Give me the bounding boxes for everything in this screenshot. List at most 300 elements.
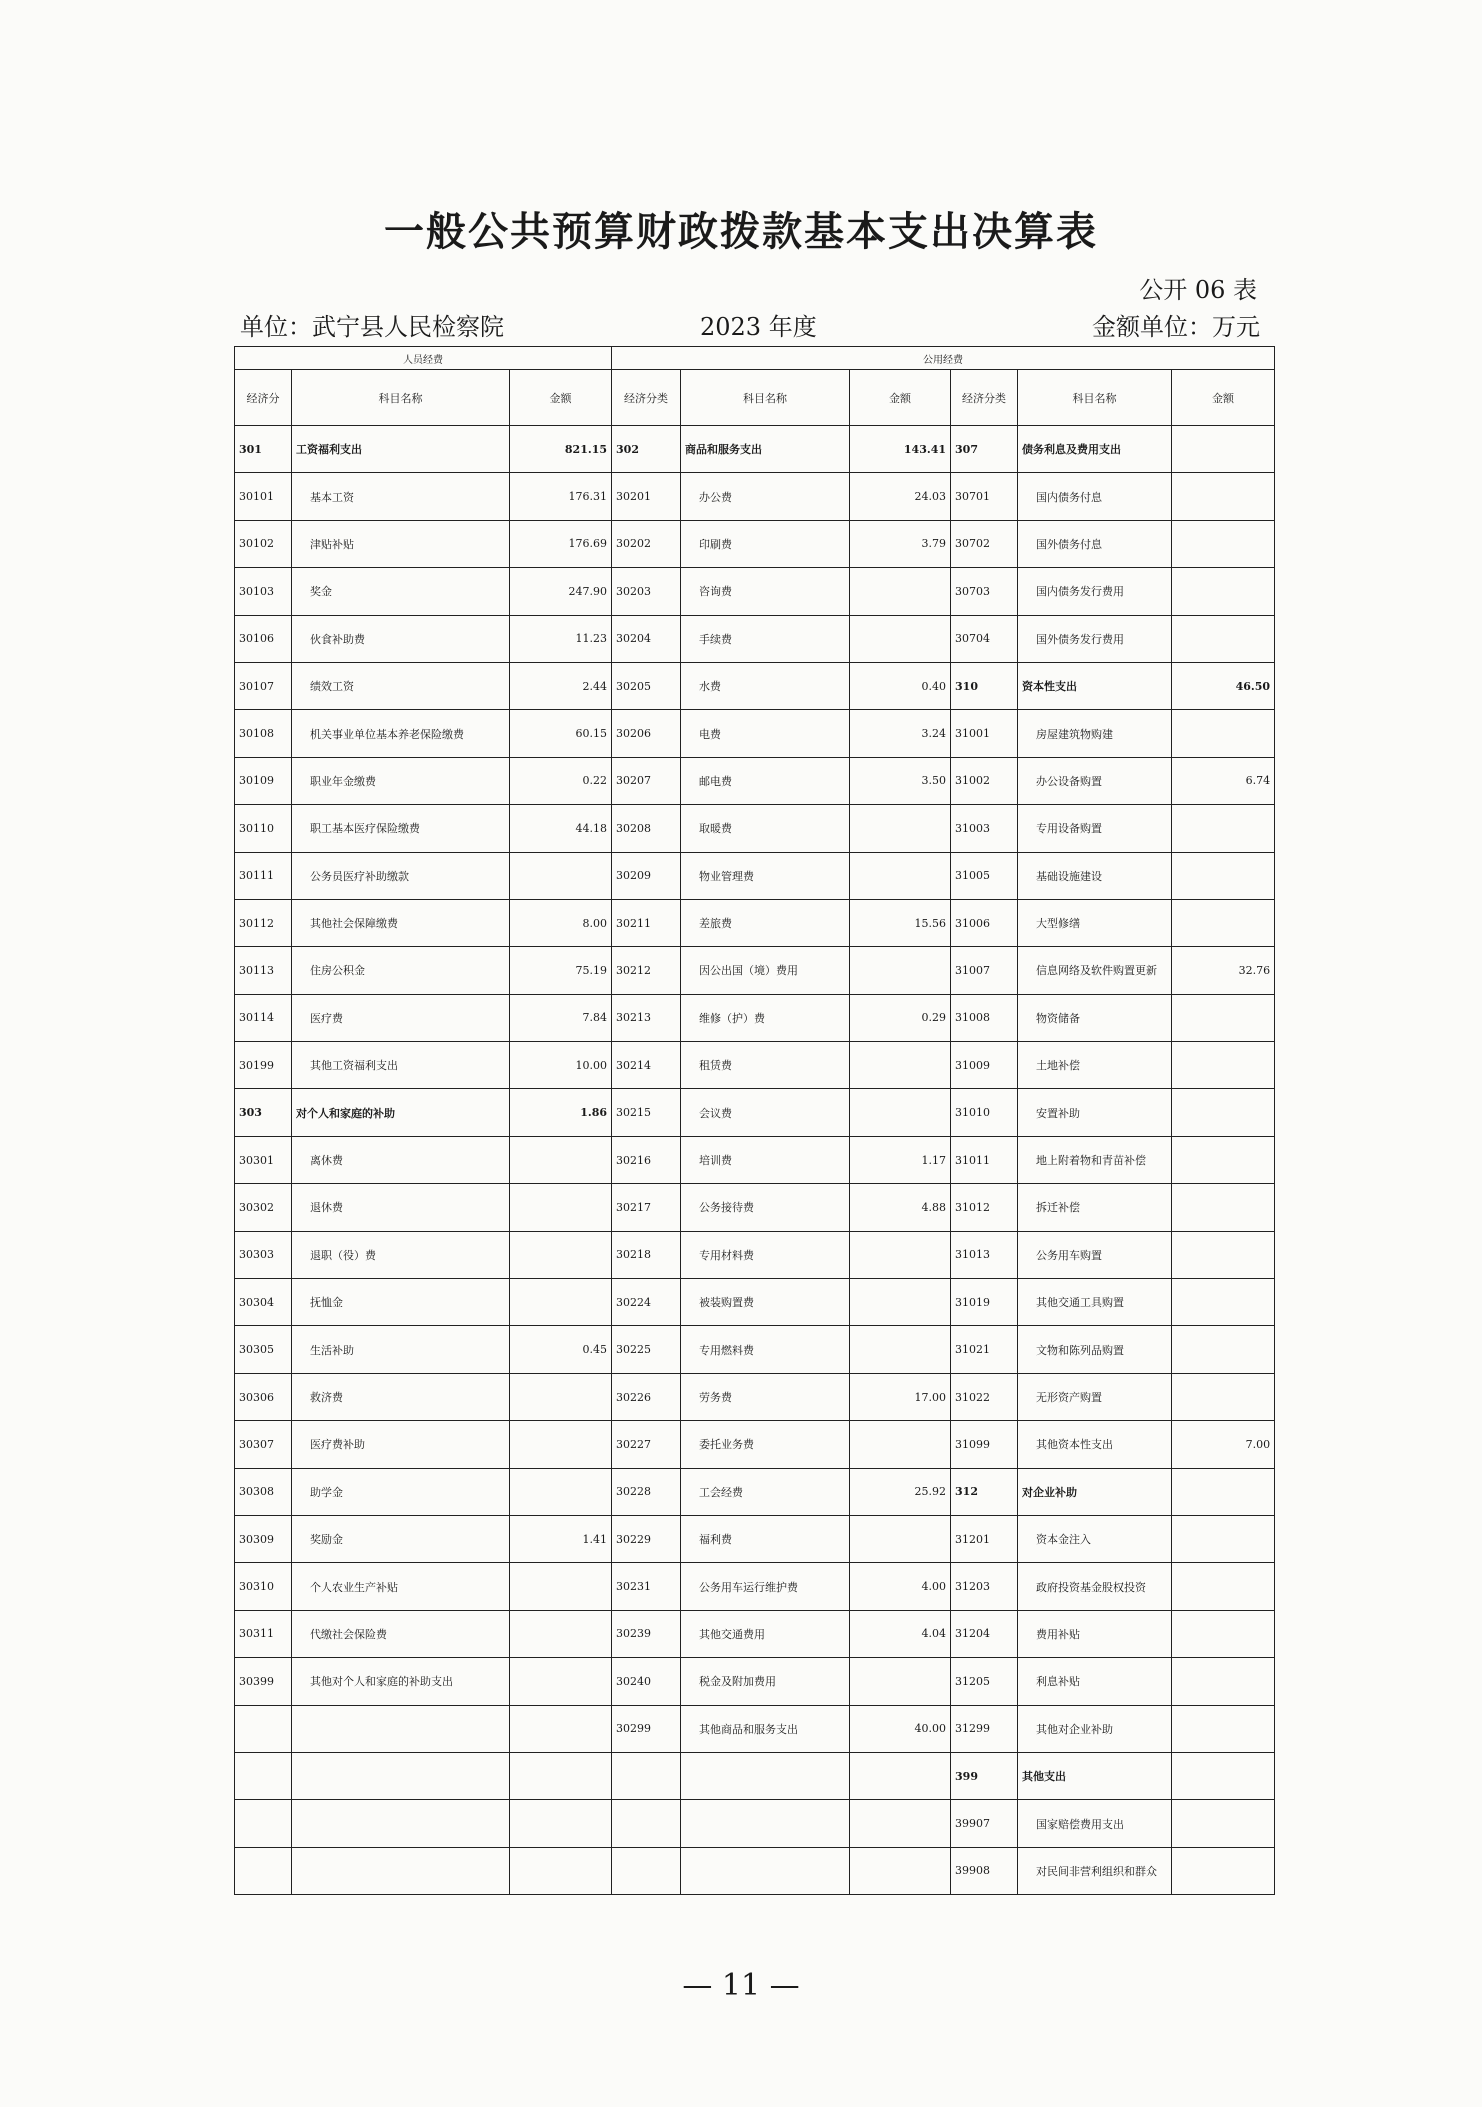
subject-name-cell: 无形资产购置 [1018, 1373, 1172, 1420]
table-row [235, 1515, 1275, 1562]
economic-code-cell: 31099 [951, 1421, 1018, 1468]
amount-cell: 3.24 [850, 710, 951, 757]
subject-name-cell: 物业管理费 [681, 852, 850, 899]
group-header-public: 公用经费 [612, 347, 1275, 370]
subject-name-cell: 手续费 [681, 615, 850, 662]
amount-cell [1172, 1563, 1275, 1610]
subject-name-cell: 差旅费 [681, 899, 850, 946]
amount-cell: 15.56 [850, 899, 951, 946]
economic-code-cell [235, 1800, 292, 1847]
economic-code-cell: 30303 [235, 1231, 292, 1278]
subject-name-cell: 委托业务费 [681, 1421, 850, 1468]
economic-code-cell: 30239 [612, 1610, 681, 1657]
economic-code-cell: 310 [951, 662, 1018, 709]
amount-cell: 1.17 [850, 1136, 951, 1183]
subject-name-cell: 其他对个人和家庭的补助支出 [292, 1658, 510, 1705]
amount-cell [850, 1752, 951, 1799]
amount-cell [1172, 852, 1275, 899]
amount-cell [1172, 1042, 1275, 1089]
economic-code-cell: 30201 [612, 473, 681, 520]
amount-cell [510, 1563, 612, 1610]
economic-code-cell: 30114 [235, 994, 292, 1041]
subject-name-cell: 培训费 [681, 1136, 850, 1183]
amount-cell: 11.23 [510, 615, 612, 662]
subject-name-cell: 对个人和家庭的补助 [292, 1089, 510, 1136]
economic-code-cell: 30205 [612, 662, 681, 709]
subject-name-cell: 资本金注入 [1018, 1515, 1172, 1562]
amount-cell [850, 1326, 951, 1373]
amount-cell [850, 1658, 951, 1705]
economic-code-cell: 31019 [951, 1279, 1018, 1326]
economic-code-cell: 31006 [951, 899, 1018, 946]
economic-code-cell: 312 [951, 1468, 1018, 1515]
subject-name-cell: 医疗费 [292, 994, 510, 1041]
economic-code-cell: 399 [951, 1752, 1018, 1799]
amount-cell [850, 947, 951, 994]
subject-name-cell: 抚恤金 [292, 1279, 510, 1326]
amount-cell [510, 1658, 612, 1705]
economic-code-cell: 31008 [951, 994, 1018, 1041]
economic-code-cell: 30112 [235, 899, 292, 946]
subject-name-cell: 大型修缮 [1018, 899, 1172, 946]
economic-code-cell: 30229 [612, 1515, 681, 1562]
table-row [235, 1752, 1275, 1799]
subject-name-cell: 会议费 [681, 1089, 850, 1136]
subject-name-cell: 个人农业生产补贴 [292, 1563, 510, 1610]
economic-code-cell: 31022 [951, 1373, 1018, 1420]
amount-cell [1172, 1752, 1275, 1799]
table-row [235, 426, 1275, 473]
amount-cell: 3.79 [850, 520, 951, 567]
subject-name-cell: 咨询费 [681, 568, 850, 615]
table-row [235, 1231, 1275, 1278]
amount-cell: 60.15 [510, 710, 612, 757]
subject-name-cell [681, 1847, 850, 1894]
subject-name-cell [681, 1752, 850, 1799]
economic-code-cell: 30309 [235, 1515, 292, 1562]
amount-cell [850, 615, 951, 662]
amount-cell: 32.76 [1172, 947, 1275, 994]
amount-cell [1172, 994, 1275, 1041]
col-header-amount: 金额 [850, 370, 951, 426]
money-unit-label: 金额单位：万元 [1092, 313, 1260, 341]
economic-code-cell: 31012 [951, 1184, 1018, 1231]
amount-cell [1172, 1847, 1275, 1894]
col-header-name: 科目名称 [681, 370, 850, 426]
amount-cell: 75.19 [510, 947, 612, 994]
col-header-name: 科目名称 [1018, 370, 1172, 426]
amount-cell: 1.86 [510, 1089, 612, 1136]
col-header-amount: 金额 [510, 370, 612, 426]
economic-code-cell [235, 1752, 292, 1799]
subject-name-cell: 职工基本医疗保险缴费 [292, 805, 510, 852]
table-row [235, 615, 1275, 662]
economic-code-cell: 30240 [612, 1658, 681, 1705]
page-number: — 11 — [682, 1968, 800, 2003]
economic-code-cell: 30703 [951, 568, 1018, 615]
amount-cell: 46.50 [1172, 662, 1275, 709]
economic-code-cell: 30218 [612, 1231, 681, 1278]
amount-cell: 4.88 [850, 1184, 951, 1231]
subject-name-cell: 办公费 [681, 473, 850, 520]
table-row [235, 1610, 1275, 1657]
amount-cell: 4.00 [850, 1563, 951, 1610]
amount-cell: 0.45 [510, 1326, 612, 1373]
subject-name-cell [292, 1847, 510, 1894]
subject-name-cell: 退职（役）费 [292, 1231, 510, 1278]
amount-cell [1172, 473, 1275, 520]
subject-name-cell: 公务接待费 [681, 1184, 850, 1231]
economic-code-cell: 30202 [612, 520, 681, 567]
economic-code-cell: 30302 [235, 1184, 292, 1231]
subject-name-cell: 对民间非营利组织和群众 [1018, 1847, 1172, 1894]
amount-cell: 6.74 [1172, 757, 1275, 804]
table-row [235, 710, 1275, 757]
subject-name-cell: 津贴补贴 [292, 520, 510, 567]
subject-name-cell: 信息网络及软件购置更新 [1018, 947, 1172, 994]
table-row [235, 899, 1275, 946]
economic-code-cell [612, 1847, 681, 1894]
table-row [235, 757, 1275, 804]
economic-code-cell: 30231 [612, 1563, 681, 1610]
economic-code-cell: 31009 [951, 1042, 1018, 1089]
subject-name-cell: 工资福利支出 [292, 426, 510, 473]
form-number: 公开 06 表 [1139, 276, 1257, 304]
amount-cell: 7.84 [510, 994, 612, 1041]
subject-name-cell: 基础设施建设 [1018, 852, 1172, 899]
amount-cell [1172, 1184, 1275, 1231]
subject-name-cell: 土地补偿 [1018, 1042, 1172, 1089]
subject-name-cell: 物资储备 [1018, 994, 1172, 1041]
amount-cell [1172, 568, 1275, 615]
economic-code-cell: 31013 [951, 1231, 1018, 1278]
subject-name-cell: 利息补贴 [1018, 1658, 1172, 1705]
col-header-amount: 金额 [1172, 370, 1275, 426]
amount-cell [510, 1421, 612, 1468]
amount-cell [510, 852, 612, 899]
amount-cell [1172, 1089, 1275, 1136]
amount-cell [510, 1705, 612, 1752]
subject-name-cell: 基本工资 [292, 473, 510, 520]
subject-name-cell [292, 1705, 510, 1752]
economic-code-cell: 31201 [951, 1515, 1018, 1562]
subject-name-cell: 水费 [681, 662, 850, 709]
subject-name-cell: 国外债务发行费用 [1018, 615, 1172, 662]
amount-cell: 44.18 [510, 805, 612, 852]
subject-name-cell: 政府投资基金股权投资 [1018, 1563, 1172, 1610]
amount-cell [1172, 1326, 1275, 1373]
amount-cell: 17.00 [850, 1373, 951, 1420]
economic-code-cell: 30216 [612, 1136, 681, 1183]
economic-code-cell: 30111 [235, 852, 292, 899]
economic-code-cell: 30101 [235, 473, 292, 520]
subject-name-cell: 助学金 [292, 1468, 510, 1515]
year-label: 2023 年度 [700, 313, 817, 341]
amount-cell: 40.00 [850, 1705, 951, 1752]
subject-name-cell: 奖金 [292, 568, 510, 615]
amount-cell: 24.03 [850, 473, 951, 520]
economic-code-cell: 31002 [951, 757, 1018, 804]
subject-name-cell: 取暖费 [681, 805, 850, 852]
subject-name-cell [681, 1800, 850, 1847]
economic-code-cell: 30225 [612, 1326, 681, 1373]
amount-cell [850, 1231, 951, 1278]
amount-cell [850, 1421, 951, 1468]
subject-name-cell: 税金及附加费用 [681, 1658, 850, 1705]
amount-cell: 247.90 [510, 568, 612, 615]
subject-name-cell: 公务员医疗补助缴款 [292, 852, 510, 899]
amount-cell [510, 1279, 612, 1326]
subject-name-cell: 对企业补助 [1018, 1468, 1172, 1515]
subject-name-cell: 费用补贴 [1018, 1610, 1172, 1657]
subject-name-cell: 资本性支出 [1018, 662, 1172, 709]
amount-cell [1172, 1136, 1275, 1183]
amount-cell: 7.00 [1172, 1421, 1275, 1468]
economic-code-cell: 30226 [612, 1373, 681, 1420]
col-header-name: 科目名称 [292, 370, 510, 426]
subject-name-cell: 其他社会保障缴费 [292, 899, 510, 946]
economic-code-cell: 30299 [612, 1705, 681, 1752]
amount-cell [1172, 520, 1275, 567]
subject-name-cell: 印刷费 [681, 520, 850, 567]
subject-name-cell: 国内债务付息 [1018, 473, 1172, 520]
amount-cell [510, 1468, 612, 1515]
table-row [235, 1800, 1275, 1847]
economic-code-cell: 30307 [235, 1421, 292, 1468]
subject-name-cell: 劳务费 [681, 1373, 850, 1420]
subject-name-cell: 房屋建筑物购建 [1018, 710, 1172, 757]
economic-code-cell: 30306 [235, 1373, 292, 1420]
economic-code-cell: 30199 [235, 1042, 292, 1089]
economic-code-cell: 30203 [612, 568, 681, 615]
economic-code-cell: 31011 [951, 1136, 1018, 1183]
table-row [235, 1847, 1275, 1894]
economic-code-cell: 30206 [612, 710, 681, 757]
subject-name-cell: 公务用车购置 [1018, 1231, 1172, 1278]
economic-code-cell: 30228 [612, 1468, 681, 1515]
economic-code-cell: 30212 [612, 947, 681, 994]
amount-cell [850, 852, 951, 899]
amount-cell [1172, 805, 1275, 852]
table-row [235, 1468, 1275, 1515]
economic-code-cell: 30399 [235, 1658, 292, 1705]
unit-label: 单位：武宁县人民检察院 [240, 313, 504, 341]
economic-code-cell: 30215 [612, 1089, 681, 1136]
amount-cell [1172, 426, 1275, 473]
subject-name-cell: 其他支出 [1018, 1752, 1172, 1799]
economic-code-cell: 31205 [951, 1658, 1018, 1705]
table-body [235, 426, 1275, 1895]
economic-code-cell: 39907 [951, 1800, 1018, 1847]
subject-name-cell: 文物和陈列品购置 [1018, 1326, 1172, 1373]
economic-code-cell: 30204 [612, 615, 681, 662]
amount-cell [1172, 1610, 1275, 1657]
amount-cell [1172, 1658, 1275, 1705]
economic-code-cell: 30207 [612, 757, 681, 804]
amount-cell: 1.41 [510, 1515, 612, 1562]
economic-code-cell: 30107 [235, 662, 292, 709]
col-header-code: 经济分 [235, 370, 292, 426]
subject-name-cell: 医疗费补助 [292, 1421, 510, 1468]
table-row [235, 1421, 1275, 1468]
amount-cell: 2.44 [510, 662, 612, 709]
economic-code-cell: 31299 [951, 1705, 1018, 1752]
economic-code-cell: 30108 [235, 710, 292, 757]
economic-code-cell [235, 1847, 292, 1894]
amount-cell: 0.22 [510, 757, 612, 804]
subject-name-cell: 救济费 [292, 1373, 510, 1420]
amount-cell [510, 1610, 612, 1657]
subject-name-cell: 其他工资福利支出 [292, 1042, 510, 1089]
amount-cell: 10.00 [510, 1042, 612, 1089]
amount-cell [510, 1752, 612, 1799]
subject-name-cell: 离休费 [292, 1136, 510, 1183]
table-row [235, 947, 1275, 994]
subject-name-cell: 国内债务发行费用 [1018, 568, 1172, 615]
economic-code-cell: 31010 [951, 1089, 1018, 1136]
table-row [235, 1563, 1275, 1610]
amount-cell [1172, 1800, 1275, 1847]
subject-name-cell: 商品和服务支出 [681, 426, 850, 473]
subject-name-cell: 奖励金 [292, 1515, 510, 1562]
amount-cell [510, 1373, 612, 1420]
economic-code-cell: 31007 [951, 947, 1018, 994]
amount-cell: 8.00 [510, 899, 612, 946]
amount-cell: 143.41 [850, 426, 951, 473]
table-row [235, 473, 1275, 520]
amount-cell [510, 1800, 612, 1847]
table-row [235, 1658, 1275, 1705]
subject-name-cell: 其他资本性支出 [1018, 1421, 1172, 1468]
subject-name-cell: 邮电费 [681, 757, 850, 804]
economic-code-cell: 30213 [612, 994, 681, 1041]
economic-code-cell: 30304 [235, 1279, 292, 1326]
amount-cell [1172, 1231, 1275, 1278]
table-row [235, 520, 1275, 567]
economic-code-cell: 30308 [235, 1468, 292, 1515]
economic-code-cell: 30702 [951, 520, 1018, 567]
subject-name-cell: 其他交通工具购置 [1018, 1279, 1172, 1326]
subject-name-cell: 国家赔偿费用支出 [1018, 1800, 1172, 1847]
economic-code-cell: 301 [235, 426, 292, 473]
table-row [235, 568, 1275, 615]
subject-name-cell: 代缴社会保险费 [292, 1610, 510, 1657]
amount-cell [1172, 1468, 1275, 1515]
subject-name-cell: 其他对企业补助 [1018, 1705, 1172, 1752]
amount-cell: 25.92 [850, 1468, 951, 1515]
amount-cell [510, 1184, 612, 1231]
table-row [235, 1373, 1275, 1420]
economic-code-cell: 303 [235, 1089, 292, 1136]
economic-code-cell: 31003 [951, 805, 1018, 852]
amount-cell [1172, 710, 1275, 757]
economic-code-cell: 30305 [235, 1326, 292, 1373]
subject-name-cell: 住房公积金 [292, 947, 510, 994]
subject-name-cell: 电费 [681, 710, 850, 757]
economic-code-cell: 31005 [951, 852, 1018, 899]
amount-cell [850, 1800, 951, 1847]
amount-cell [1172, 1279, 1275, 1326]
economic-code-cell: 30311 [235, 1610, 292, 1657]
amount-cell [850, 805, 951, 852]
amount-cell [510, 1136, 612, 1183]
table-row [235, 1326, 1275, 1373]
subject-name-cell: 伙食补助费 [292, 615, 510, 662]
meta-line [240, 307, 1260, 343]
subject-name-cell: 其他交通费用 [681, 1610, 850, 1657]
subject-name-cell: 被装购置费 [681, 1279, 850, 1326]
amount-cell [1172, 1373, 1275, 1420]
amount-cell [850, 1279, 951, 1326]
economic-code-cell: 30227 [612, 1421, 681, 1468]
amount-cell: 0.40 [850, 662, 951, 709]
subject-name-cell: 福利费 [681, 1515, 850, 1562]
economic-code-cell: 30310 [235, 1563, 292, 1610]
economic-code-cell: 30211 [612, 899, 681, 946]
amount-cell [850, 568, 951, 615]
economic-code-cell: 30110 [235, 805, 292, 852]
table-row [235, 1184, 1275, 1231]
amount-cell [1172, 1705, 1275, 1752]
amount-cell [1172, 899, 1275, 946]
economic-code-cell: 302 [612, 426, 681, 473]
economic-code-cell [612, 1752, 681, 1799]
amount-cell [1172, 1515, 1275, 1562]
subject-name-cell: 拆迁补偿 [1018, 1184, 1172, 1231]
subject-name-cell: 公务用车运行维护费 [681, 1563, 850, 1610]
amount-cell [850, 1089, 951, 1136]
economic-code-cell [235, 1705, 292, 1752]
page-title: 一般公共预算财政拨款基本支出决算表 [384, 208, 1098, 255]
amount-cell: 821.15 [510, 426, 612, 473]
economic-code-cell: 30701 [951, 473, 1018, 520]
subject-name-cell: 地上附着物和青苗补偿 [1018, 1136, 1172, 1183]
expenditure-table [234, 346, 1275, 1895]
subject-name-cell: 工会经费 [681, 1468, 850, 1515]
subject-name-cell: 租赁费 [681, 1042, 850, 1089]
economic-code-cell: 30214 [612, 1042, 681, 1089]
economic-code-cell: 30217 [612, 1184, 681, 1231]
subject-name-cell: 机关事业单位基本养老保险缴费 [292, 710, 510, 757]
amount-cell [850, 1515, 951, 1562]
amount-cell [510, 1231, 612, 1278]
amount-cell: 3.50 [850, 757, 951, 804]
subject-name-cell: 国外债务付息 [1018, 520, 1172, 567]
table-row [235, 662, 1275, 709]
subject-name-cell: 专用燃料费 [681, 1326, 850, 1373]
subject-name-cell: 专用设备购置 [1018, 805, 1172, 852]
subject-name-cell: 职业年金缴费 [292, 757, 510, 804]
table-row [235, 852, 1275, 899]
economic-code-cell [612, 1800, 681, 1847]
table-row [235, 1705, 1275, 1752]
economic-code-cell: 30209 [612, 852, 681, 899]
subject-name-cell: 债务利息及费用支出 [1018, 426, 1172, 473]
economic-code-cell: 31001 [951, 710, 1018, 757]
amount-cell: 0.29 [850, 994, 951, 1041]
subject-name-cell: 其他商品和服务支出 [681, 1705, 850, 1752]
table-row [235, 1042, 1275, 1089]
subject-name-cell [292, 1752, 510, 1799]
economic-code-cell: 39908 [951, 1847, 1018, 1894]
economic-code-cell: 30704 [951, 615, 1018, 662]
subject-name-cell: 生活补助 [292, 1326, 510, 1373]
economic-code-cell: 30109 [235, 757, 292, 804]
amount-cell: 176.69 [510, 520, 612, 567]
economic-code-cell: 30301 [235, 1136, 292, 1183]
amount-cell [850, 1042, 951, 1089]
economic-code-cell: 30208 [612, 805, 681, 852]
